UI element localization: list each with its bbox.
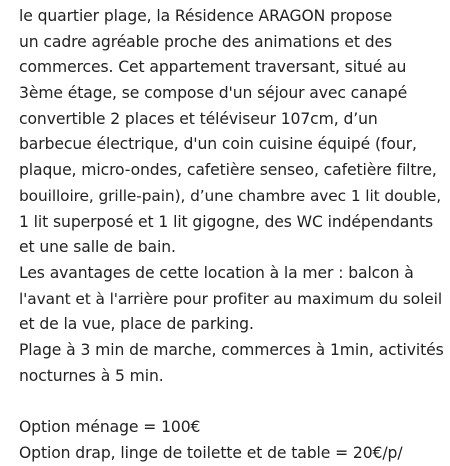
description-line: un cadre agréable proche des animations et des [19, 32, 393, 51]
option-line: Option drap, linge de toilette et de table = 20€/p/ [19, 443, 403, 462]
description-line: 3ème étage, se compose d'un séjour avec canapé [19, 84, 408, 103]
description-line: l'avant et à l'arrière pour profiter au maximum du soleil [19, 289, 443, 308]
listing-description [19, 4, 444, 466]
description-line: et une salle de bain. [19, 238, 176, 257]
description-line: convertible 2 places et téléviseur 107cm, d’un [19, 109, 378, 128]
description-line: le quartier plage, la Résidence ARAGON propose [19, 7, 393, 25]
option-line: Option ménage = 100€ [19, 418, 201, 436]
paragraph-gap [19, 389, 444, 415]
description-line: 1 lit superposé et 1 lit gigogne, des WC indépendants [19, 212, 434, 231]
description-line: nocturnes à 5 min. [19, 366, 164, 385]
description-line: Les avantages de cette location à la mer : balcon à [19, 263, 414, 282]
description-line: Plage à 3 min de marche, commerces à 1min, activités [19, 340, 444, 359]
description-line: barbecue électrique, d'un coin cuisine équipé (four, [19, 135, 417, 154]
description-line: et de la vue, place de parking. [19, 315, 254, 334]
description-line: plaque, micro-ondes, cafetière senseo, cafetière filtre, [19, 161, 437, 180]
description-line: commerces. Cet appartement traversant, situé au [19, 58, 407, 77]
description-line: bouilloire, grille-pain), d’une chambre avec 1 lit double, [19, 186, 442, 205]
